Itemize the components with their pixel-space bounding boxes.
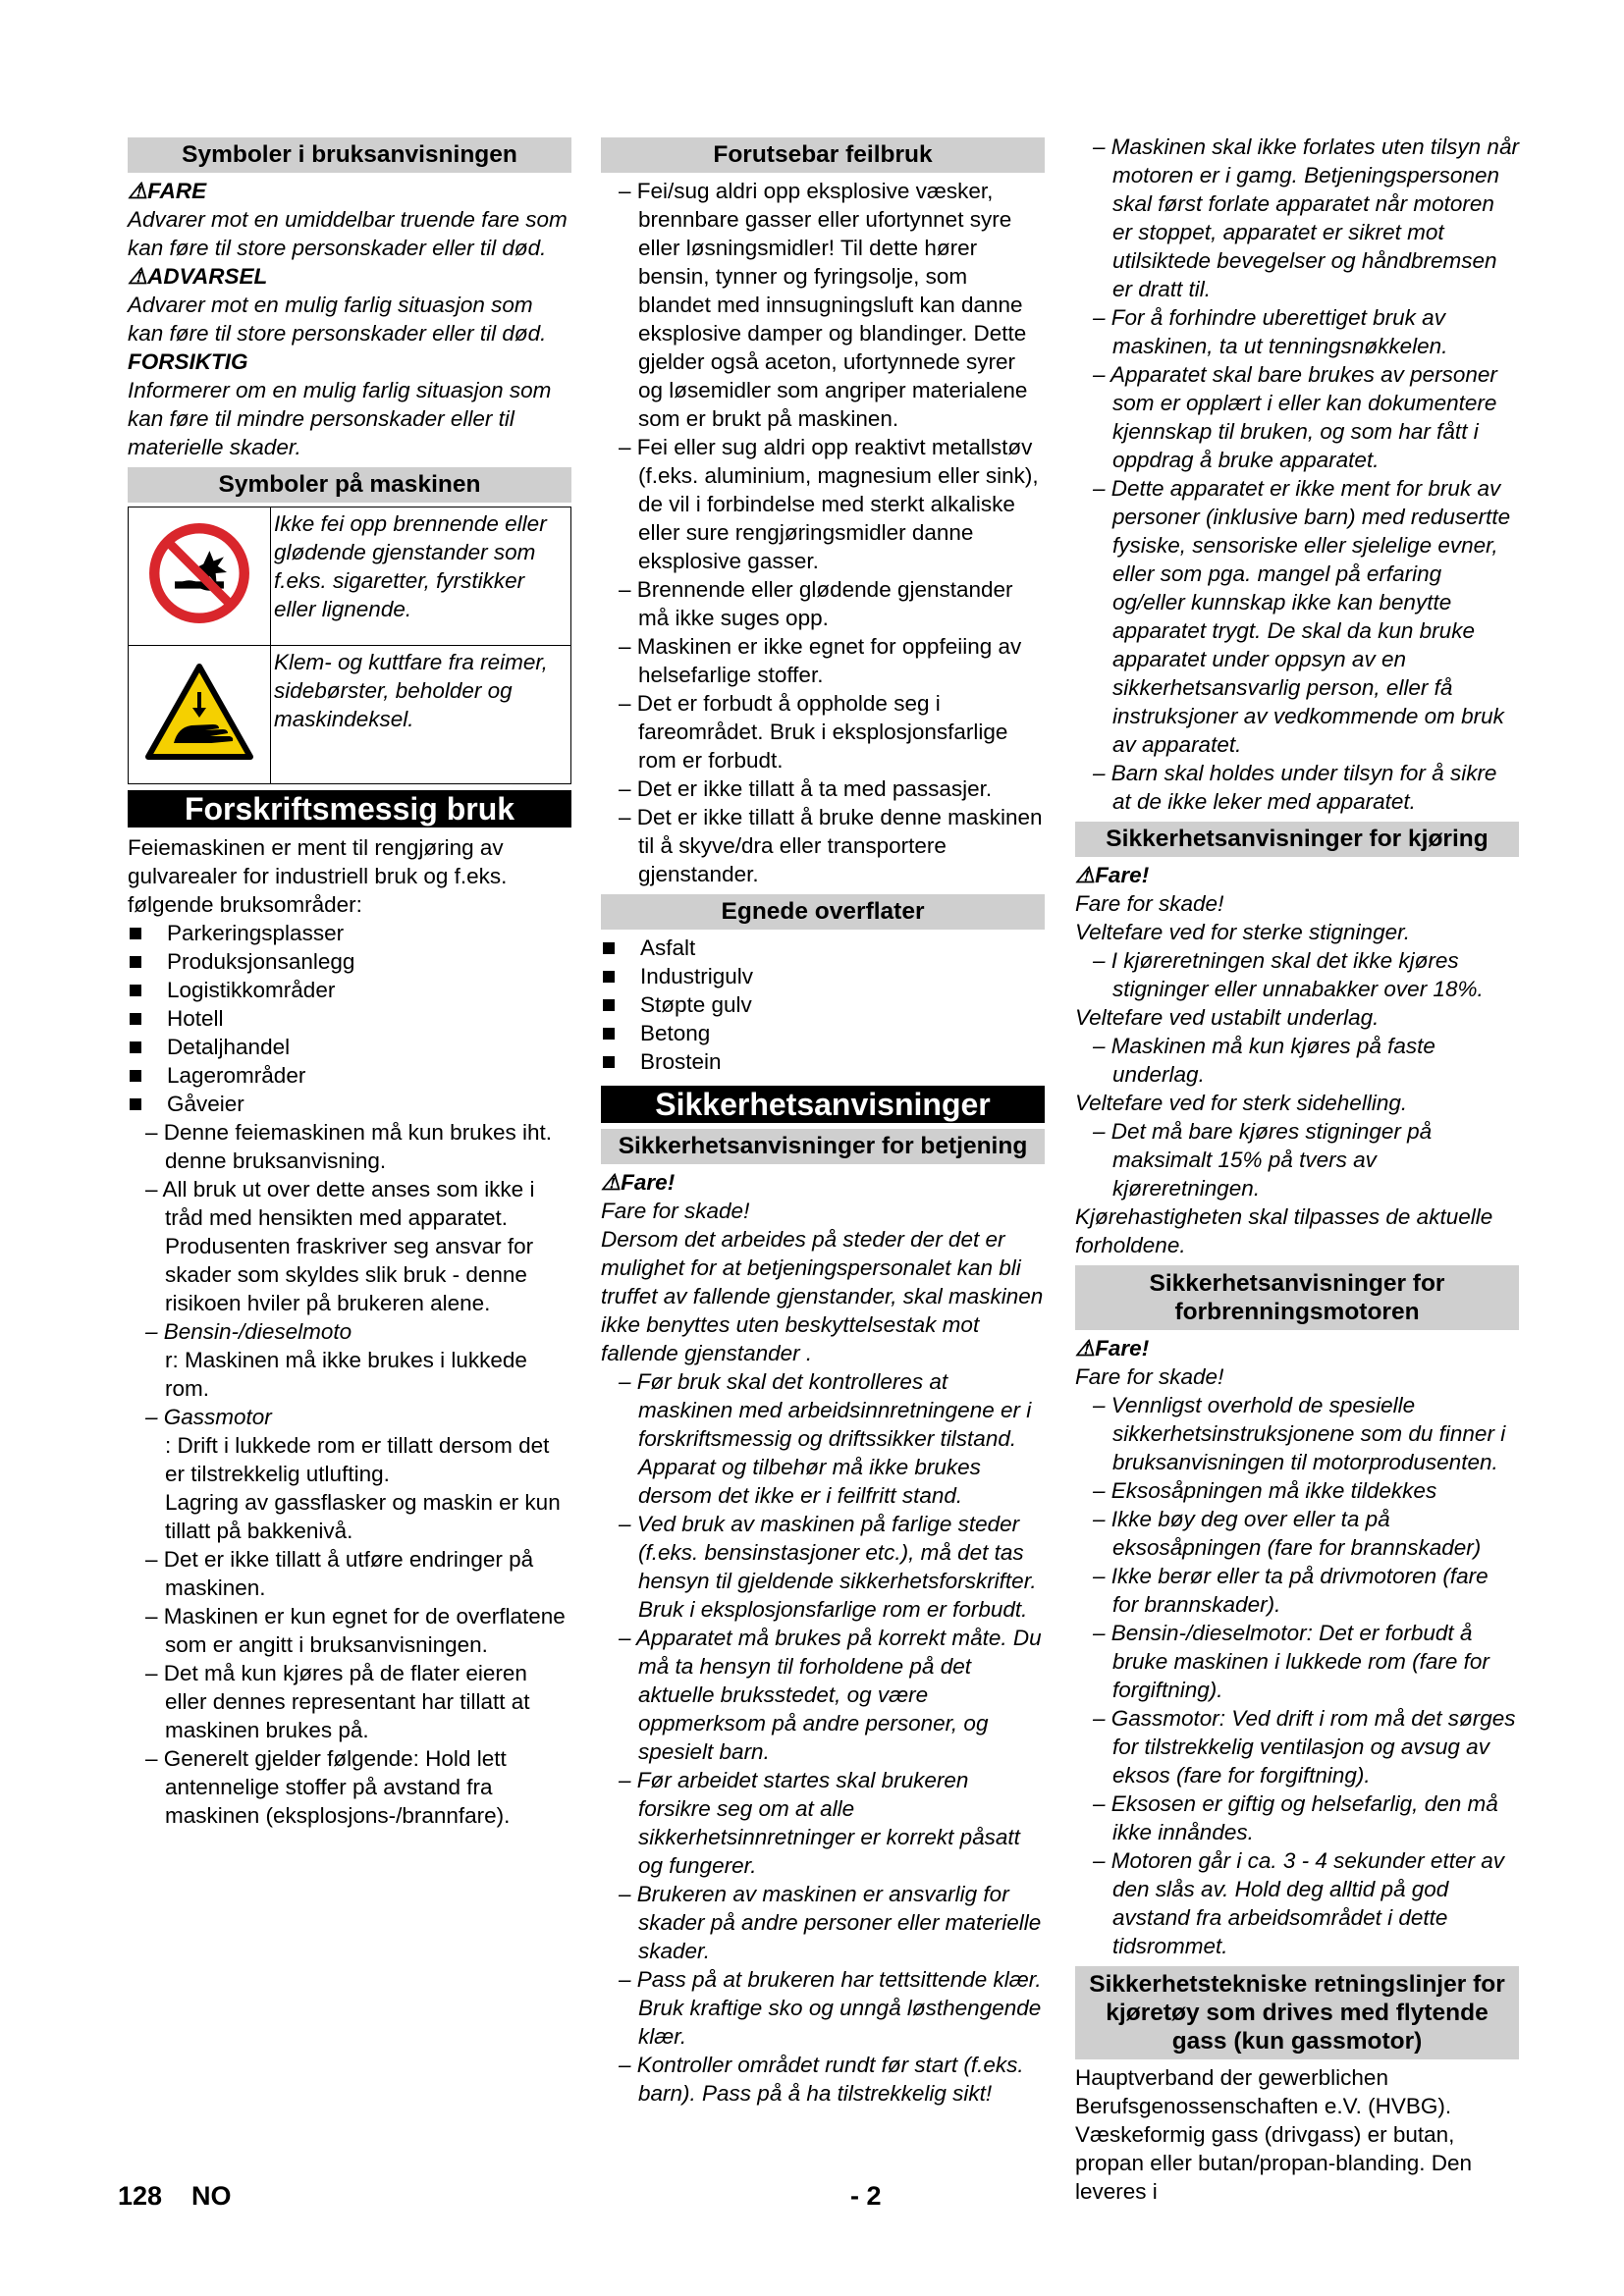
heading-gas-vehicle: Sikkerhetstekniske retningslinjer for kjøretøy som drives med flytende gass (kun gassmotor) [1075,1966,1519,2059]
list-item: – Før bruk skal det kontrolleres at maskinen med arbeidsinnretningene er i forskriftsmessig og driftssikker tilstand. Apparat og tilbehør må ikke brukes dersom det ikke er i feilfritt stand. [601,1367,1045,1510]
list-item: Asfalt [601,934,1045,962]
column-1 [128,137,571,1830]
list-item: – All bruk ut over dette anses som ikke i tråd med hensikten med apparatet. Produsenten fraskriver seg ansvar for skader som skyldes slik bruk - denne risikoen hviler på brukeren alene. [128,1175,571,1317]
heading-symbols-manual: Symboler i bruksanvisningen [128,137,571,173]
forsiktig-text: Informerer om en mulig farlig situasjon som kan føre til mindre personskader eller til materielle skader. [128,378,552,459]
gas-text: Hauptverband der gewerblichen Berufsgenossenschaften e.V. (HVBG). Væskeformig gass (drivgass) er butan, propan eller butan/propan-blanding. Den leveres i [1075,2065,1473,2204]
bensin-text: r: Maskinen må ikke brukes i lukkede rom. [165,1348,527,1401]
list-item: Støpte gulv [601,990,1045,1019]
list-item: – Maskinen skal ikke forlates uten tilsyn når motoren er i gamg. Betjeningspersonen skal først forlate apparatet når motoren er stoppet, apparatet er sikret mot utilsiktede bevegelser og håndbremsen er dratt til. [1075,133,1519,303]
list-item: – For å forhindre uberettiget bruk av maskinen, ta ut tenningsnøkkelen. [1075,303,1519,360]
list-item: Produksjonsanlegg [128,947,571,976]
engine-list [1075,1391,1519,1960]
list-item: – Apparatet skal bare brukes av personer som er opplært i eller kan dokumentere kjennskap til bruken, og som har fått i oppdrag å bruke apparatet. [1075,360,1519,474]
speed-note: Kjørehastigheten skal tilpasses de aktuelle forholdene. [1075,1204,1493,1257]
list-item: – Gassmotor: Ved drift i rom må det sørges for tilstrekkelig ventilasjon og avsug av eksos (fare for forgiftning). [1075,1704,1519,1789]
list-item: – Det er ikke tillatt å ta med passasjer. [601,774,1045,803]
list-item: – Motoren går i ca. 3 - 4 sekunder etter av den slås av. Hold deg alltid på god avstand fra arbeidsområdet i dette tidsrommet. [1075,1846,1519,1960]
column-3 [1075,133,1519,2206]
hand-crush-warning-icon [144,663,254,761]
fare-label: ⚠Fare! [601,1170,676,1195]
heading-surfaces: Egnede overflater [601,894,1045,930]
list-item: – Før arbeidet startes skal brukeren forsikre seg om at alle sikkerhetsinnretninger er korrekt påsatt og fungerer. [601,1766,1045,1880]
misuse-list [601,177,1045,888]
fare-line-2: Fare for skade! [1075,1364,1224,1389]
advarsel-text: Advarer mot en mulig farlig situasjon som kan føre til store personskader eller til død. [128,293,547,346]
list-item: Gåveier [128,1090,571,1118]
gass-text: : Drift i lukkede rom er tillatt dersom det er tilstrekkelig utlufting. [165,1433,550,1486]
column-2 [601,137,1045,2108]
symbol-table [128,507,571,784]
heading-driving-safety: Sikkerhetsanvisninger for kjøring [1075,822,1519,857]
list-item: – Eksosåpningen må ikke tildekkes [1075,1476,1519,1505]
fare-text: Advarer mot en umiddelbar truende fare som kan føre til store personskader eller til død. [128,207,568,260]
bensin-label: – Bensin-/dieselmoto [128,1317,571,1346]
list-item: Logistikkområder [128,976,571,1004]
heading-symbols-machine: Symboler på maskinen [128,467,571,503]
list-item: – Generelt gjelder følgende: Hold lett antennelige stoffer på avstand fra maskinen (eksplosjons-/brannfare). [128,1744,571,1830]
list-item: – Maskinen er ikke egnet for oppfeiing av helsefarlige stoffer. [601,632,1045,689]
list-item: Lagerområder [128,1061,571,1090]
forsiktig-label: FORSIKTIG [128,349,248,374]
gass-text-2: Lagring av gassflasker og maskin er kun tillatt på bakkenivå. [165,1490,561,1543]
list-item: – Det er forbudt å oppholde seg i fareområdet. Bruk i eksplosjonsfarlige rom er forbudt. [601,689,1045,774]
list-item: – Bensin-/dieselmotor: Det er forbudt å bruke maskinen i lukkede rom (fare for forgiftning). [1075,1619,1519,1704]
slope-warning-1: Veltefare ved for sterke stigninger. [1075,920,1411,944]
list-item: – Det må kun kjøres på de flater eieren eller dennes representant har tillatt at maskinen brukes på. [128,1659,571,1744]
list-item: – Ikke berør eller ta på drivmotoren (fare for brannskader). [1075,1562,1519,1619]
list-item: Hotell [128,1004,571,1033]
list-item: – Denne feiemaskinen må kun brukes iht. denne bruksanvisning. [128,1118,571,1175]
symbol-2-text: Klem- og kuttfare fra reimer, sidebørster, beholder og maskindeksel. [271,646,571,784]
slope-warning-3: Veltefare ved for sterk sidehelling. [1075,1091,1408,1115]
page-number: 128 [118,2181,163,2211]
list-item: – Barn skal holdes under tilsyn for å sikre at de ikke leker med apparatet. [1075,759,1519,816]
list-item: – Eksosen er giftig og helsefarlig, den må ikke innåndes. [1075,1789,1519,1846]
list-item: Detaljhandel [128,1033,571,1061]
fare-label: ⚠Fare! [1075,863,1150,887]
list-item: – Maskinen er kun egnet for de overflatene som er angitt i bruksanvisningen. [128,1602,571,1659]
list-item: – Apparatet må brukes på korrekt måte. Du må ta hensyn til forholdene på det aktuelle bruksstedet, og være oppmerksom på andre personer, og spesielt barn. [601,1624,1045,1766]
operation-list [601,1367,1045,2108]
supervision-list [1075,133,1519,816]
list-item: – Fei eller sug aldri opp reaktivt metallstøv (f.eks. aluminium, magnesium eller sink), de vil i forbindelse med sterkt alkaliske eller sure rengjøringsmidler danne eksplosive gasser. [601,433,1045,575]
symbol-1-cell [129,507,271,646]
symbol-2-cell [129,646,271,784]
list-item: – Kontroller området rundt før start (f.eks. barn). Pass på å ha tilstrekkelig sikt! [601,2051,1045,2108]
list-item: – Ikke bøy deg over eller ta på eksosåpningen (fare for brannskader) [1075,1505,1519,1562]
slope-warning-2: Veltefare ved ustabilt underlag. [1075,1005,1380,1030]
heading-operation-safety: Sikkerhetsanvisninger for betjening [601,1129,1045,1164]
language-code: NO [191,2181,232,2211]
list-item: – Ved bruk av maskinen på farlige steder (f.eks. bensinstasjoner etc.), må det tas hensyn til gjeldende sikkerhetsforskrifter. Bruk i eksplosjonsfarlige rom er forbudt. [601,1510,1045,1624]
slope-list-1 [1075,946,1519,1003]
heading-misuse: Forutsebar feilbruk [601,137,1045,173]
intended-use-intro: Feiemaskinen er ment til rengjøring av gulvarealer for industriell bruk og f.eks. følgende bruksområder: [128,835,508,917]
list-item: – Maskinen må kun kjøres på faste underlag. [1075,1032,1519,1089]
no-hot-objects-icon [148,522,250,624]
surfaces-list [601,934,1045,1076]
slope-list-2 [1075,1032,1519,1089]
list-item: – Fei/sug aldri opp eksplosive væsker, brennbare gasser eller ufortynnet syre eller løsningsmidler! Til dette hører bensin, tynner og fyringsolje, som blandet med innsugningsluft kan danne eksplosive damper og blandinger. Dette gjelder også aceton, ufortynnede syrer og løsemidler som angriper materialene som er brukt på maskinen. [601,177,1045,433]
list-item: Betong [601,1019,1045,1047]
center-mark: - 2 [850,2181,882,2211]
list-item: – I kjøreretningen skal det ikke kjøres stigninger eller unnabakker over 18%. [1075,946,1519,1003]
fare-line: Fare for skade! [601,1199,750,1223]
symbol-1-text: Ikke fei opp brennende eller glødende gjenstander som f.eks. sigaretter, fyrstikker eller lignende. [271,507,571,646]
list-item: – Brukeren av maskinen er ansvarlig for skader på andre personer eller materielle skader. [601,1880,1045,1965]
list-item: Parkeringsplasser [128,919,571,947]
list-item: – Det må bare kjøres stigninger på maksimalt 15% på tvers av kjøreretningen. [1075,1117,1519,1202]
list-item: Brostein [601,1047,1045,1076]
slope-list-3 [1075,1117,1519,1202]
usage-rules-list [128,1118,571,1346]
heading-engine-safety: Sikkerhetsanvisninger for forbrenningsmotoren [1075,1265,1519,1330]
list-item: – Vennligst overhold de spesielle sikkerhetsinstruksjonene som du finner i bruksanvisningen til motorprodusenten. [1075,1391,1519,1476]
gass-label: – Gassmotor [128,1403,571,1431]
fare-label-2: ⚠Fare! [1075,1336,1150,1361]
list-item: – Det er ikke tillatt å utføre endringer på maskinen. [128,1545,571,1602]
list-item: – Det er ikke tillatt å bruke denne maskinen til å skyve/dra eller transportere gjenstander. [601,803,1045,888]
fare-paragraph: Dersom det arbeides på steder der det er mulighet for at betjeningspersonalet kan bli truffet av fallende gjenstander, skal maskinen ikke benyttes uten beskyttelsestak mot fallende gjenstander . [601,1227,1044,1365]
fare-label: ⚠FARE [128,179,207,203]
list-item: Industrigulv [601,962,1045,990]
list-item: – Brennende eller glødende gjenstander må ikke suges opp. [601,575,1045,632]
usage-rules-list-2 [128,1545,571,1830]
list-item: – Dette apparatet er ikke ment for bruk av personer (inklusive barn) med redusertte fysiske, sensoriske eller sjelelige evner, eller som pga. mangel på erfaring og/eller kunnskap ikke kan benytte apparatet trygt. De skal da kun bruke apparatet under oppsyn av en sikkerhetsansvarlig person, eller få instruksjoner av vedkommende om bruk av apparatet. [1075,474,1519,759]
heading-intended-use: Forskriftsmessig bruk [128,790,571,828]
list-item: – Pass på at brukeren har tettsittende klær. Bruk kraftige sko og unngå løsthengende klær. [601,1965,1045,2051]
fare-line: Fare for skade! [1075,891,1224,916]
heading-safety: Sikkerhetsanvisninger [601,1086,1045,1123]
advarsel-label: ⚠ADVARSEL [128,264,268,289]
usage-areas-list [128,919,571,1118]
gass-list [128,1403,571,1431]
